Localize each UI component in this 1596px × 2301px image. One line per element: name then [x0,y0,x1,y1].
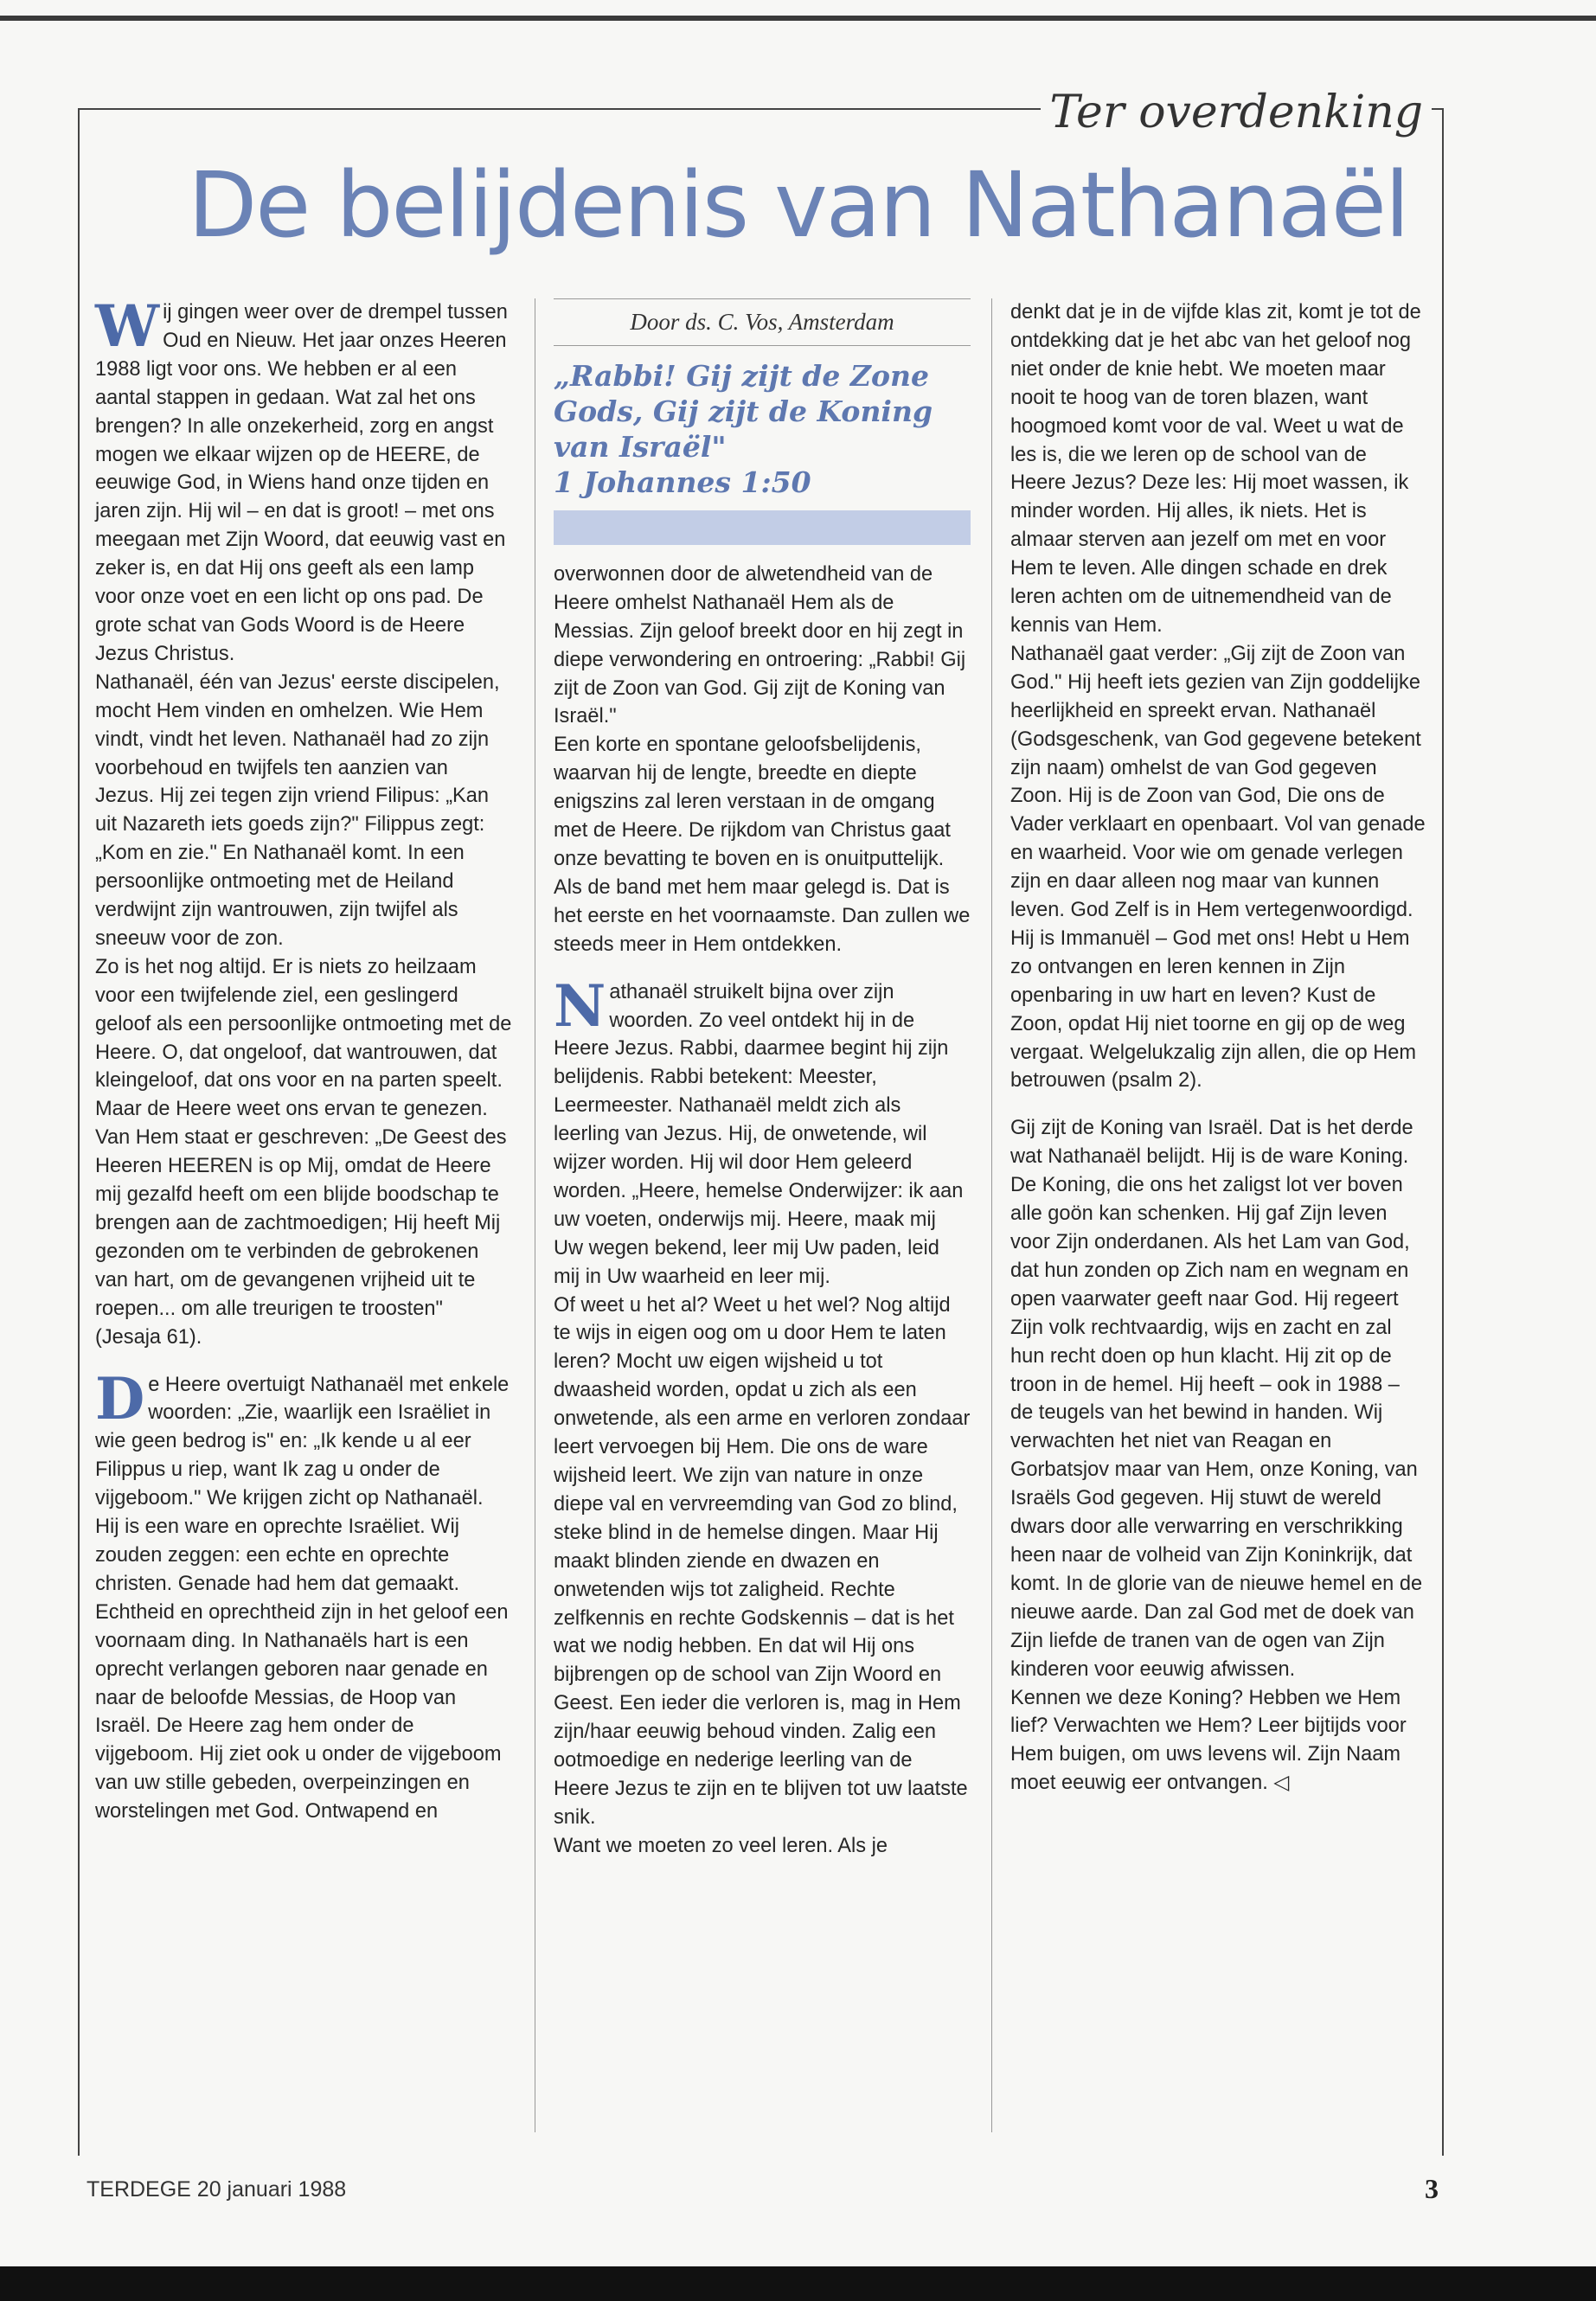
paragraph-text: athanaël struikelt bijna over zijn woorden. Zo veel ontdekt hij in de Heere Jezus. Rabbi, daarmee begint hij zijn belijdenis. Rabbi betekent: Meester, Leermeester. Nathanaël meldt zich als leerling van Jezus. Hij, de onwetende, wil wijzer worden. Hij wil door Hem geleerd worden. „Heere, hemelse Onderwijzer: ik aan uw voeten, onderwijs mij. Heere, maak mij Uw wegen bekend, leer mij Uw paden, leid mij in Uw waarheid en leer mij. [554,980,964,1288]
paragraph: denkt dat je in de vijfde klas zit, komt je tot de ontdekking dat je het abc van het geloof nog niet onder de knie hebt. We moeten maar nooit te hoog van de toren blazen, want hoogmoed komt voor de val. Weet u wat de les is, die we leren op de school van de Heere Jezus? Deze les: Hij moet wassen, ik minder worden. Hij alles, ik niets. Het is almaar sterven aan jezelf om met en voor Hem te leven. Alle dingen schade en drek leren achten om de uitnemendheid van de kennis van Hem. [1010,301,1421,637]
drop-cap: N [554,971,606,1040]
pull-quote [554,358,971,500]
paragraph: Of weet u het al? Weet u het wel? Nog altijd te wijs in eigen oog om u door Hem te laten leren? Mocht uw eigen wijsheid u tot dwaasheid worden, opdat u zich als een onwetende, als een arme en verloren zondaar leert vervoegen bij Hem. Die ons de ware wijsheid leert. We zijn van nature in onze diepe val en vervreemding van God zo blind, steke blind in de hemelse dingen. Maar Hij maakt blinden ziende en dwazen en onwetenden wijs tot zaligheid. Rechte zelfkennis en rechte Godskennis – dat is het wat we nodig hebben. En dat wil Hij ons bijbrengen op de school van Zijn Woord en Geest. Een ieder die verloren is, mag in Hem zijn/haar eeuwig behoud vinden. Zalig een ootmoedige en nederige leerling van de Heere Jezus te zijn en te blijven tot uw laatste snik. [554,1293,971,1829]
paragraph: Kennen we deze Koning? Hebben we Hem lief? Verwachten we Hem? Leer bijtijds voor Hem buigen, om uws levens wil. Zijn Naam moet eeuwig eer ontvangen. ◁ [1010,1686,1407,1795]
column-3 [1010,298,1427,1798]
section-kicker: Ter overdenking [1041,87,1432,138]
footer-publication: TERDEGE 20 januari 1988 [87,2177,347,2202]
paragraph: Een korte en spontane geloofsbelijdenis, waarvan hij de lengte, breedte en diepte enigszins zal leren verstaan in de omgang met de Heere. De rijkdom van Christus gaat onze bevatting te boven en is onuitputtelijk. Als de band met hem maar gelegd is. Dat is het eerste en het voornaamste. Dan zullen we steeds meer in Hem ontdekken. [554,734,971,956]
article-title: De belijdenis van Nathanaël [188,152,1408,258]
pull-quote-reference: 1 Johannes 1:50 [554,465,811,499]
paragraph-text: e Heere overtuigt Nathanaël met enkele woorden: „Zie, waarlijk een Israëliet in wie geen bedrog is" en: „Ik kende u al eer Filippus u riep, want Ik zag u onder de vijgeboom." We krijgen zicht op Nathanaël. Hij is een ware en oprechte Israëliet. Wij zouden zeggen: een echte en oprechte christen. Genade had hem dat gemaakt. Echtheid en oprechtheid zijn in het geloof een voornaam ding. In Nathanaëls hart is een oprecht verlangen geboren naar genade en naar de beloofde Messias, de Hoop van Israël. De Heere zag hem onder de vijgeboom. Hij ziet ook u onder de vijgeboom van uw stille gebeden, overpeinzingen en worstelingen met God. Ontwapend en [95,1373,510,1823]
paragraph [95,292,512,669]
paragraph-text: ij gingen weer over de drempel tussen Oud en Nieuw. Het jaar onzes Heeren 1988 ligt voor ons. We hebben er al een aantal stappen in gedaan. Wat zal het ons brengen? In alle onzekerheid, zorg en angst mogen we elkaar wijzen op de HEERE, de eeuwige God, in Wiens hand onze tijden en jaren zijn. Hij wil – en dat is groot! – met ons meegaan met Zijn Woord, dat eeuwig vast en zeker is, en dat Hij ons geeft als een lamp voor onze voet en een licht op ons pad. De grote schat van Gods Woord is de Heere Jezus Christus. [95,301,508,665]
paragraph: Nathanaël, één van Jezus' eerste discipelen, mocht Hem vinden en omhelzen. Wie Hem vindt, vindt het leven. Nathanaël had zo zijn voorbehoud en twijfels ten aanzien van Jezus. Hij zei tegen zijn vriend Filipus: „Kan uit Nazareth iets goeds zijn?" Filippus zegt: „Kom en zie." En Nathanaël komt. In een persoonlijke ontmoeting met de Heiland verdwijnt zijn wantrouwen, zijn twijfel als sneeuw voor de zon. [95,670,500,950]
paragraph: Zo is het nog altijd. Er is niets zo heilzaam voor een twijfelende ziel, een geslingerd geloof als een persoonlijke ontmoeting met de Heere. O, dat ongeloof, dat wantrouwen, dat kleingeloof, dat ons voor en na parten speelt. Maar de Heere weet ons ervan te genezen. Van Hem staat er geschreven: „De Geest des Heeren HEEREN is op Mij, omdat de Heere mij gezalfd heeft om een blijde boodschap te brengen aan de zachtmoedigen; Hij heeft Mij gezonden om te verbinden de gebrokenen van hart, om de gevangenen vrijheid uit te roepen... om alle treurigen te troosten" (Jesaja 61). [95,955,512,1349]
paragraph [554,971,971,1292]
pull-quote-text: „Rabbi! Gij zijt de Zone Gods, Gij zijt de Koning van Israël" [554,358,933,464]
top-rule [0,16,1596,21]
column-1 [95,292,512,1826]
decorative-band [554,510,971,545]
drop-cap: D [95,1364,145,1433]
column-divider [991,298,992,2132]
bottom-band [0,2266,1596,2301]
paragraph: Nathanaël gaat verder: „Gij zijt de Zoon van God." Hij heeft iets gezien van Zijn goddelijke heerlijkheid en spreekt ervan. Nathanaël (Godsgeschenk, van God gegevene betekent zijn naam) omhelst de van God gegeven Zoon. Hij is de Zoon van God, Die ons de Vader verklaart en openbaart. Vol van genade en waarheid. Voor wie om genade verlegen zijn en daar alleen nog maar van kunnen leven. God Zelf is in Hem vertegenwoordigd. Hij is Immanuël – God met ons! Hebt u Hem zo ontvangen en leren kennen in Zijn openbaring in uw hart en leven? Kust de Zoon, opdat Hij niet toorne en gij op de weg vergaat. Welgelukzalig zijn allen, die op Hem betrouwen (psalm 2). [1010,642,1426,1093]
paragraph [95,1364,512,1827]
page-number: 3 [1425,2173,1439,2204]
column-2 [554,298,971,1861]
paragraph: Gij zijt de Koning van Israël. Dat is het derde wat Nathanaël belijdt. Hij is de ware Koning. De Koning, die ons het zaligst lot ver boven alle goön kan schenken. Hij gaf Zijn leven voor Zijn onderdanen. Als het Lam van God, dat hun zonden op Zich nam en wegnam en open vaarwater geeft naar God. Hij regeert Zijn volk rechtvaardig, wijs en zacht en zal hun recht doen op hun klacht. Hij zit op de troon in de hemel. Hij heeft – ook in 1988 – de teugels van het bewind in handen. Wij verwachten het niet van Reagan en Gorbatsjov maar van Hem, onze Koning, van Israëls God gegeven. Hij stuwt de wereld dwars door alle verwarring en verschrikking heen naar de volheid van Zijn Koninkrijk, dat komt. In de glorie van de nieuwe hemel en de nieuwe aarde. Dan zal God met de doek van Zijn liefde de tranen van de ogen van Zijn kinderen voor eeuwig afwissen. [1010,1117,1423,1681]
drop-cap: W [95,292,160,360]
byline: Door ds. C. Vos, Amsterdam [554,298,971,346]
paragraph: overwonnen door de alwetendheid van de Heere omhelst Nathanaël Hem als de Messias. Zijn geloof breekt door en hij zegt in diepe verwondering en ontroering: „Rabbi! Gij zijt de Zoon van God. Gij zijt de Koning van Israël." [554,562,966,728]
paragraph: Want we moeten zo veel leren. Als je [554,1834,888,1857]
